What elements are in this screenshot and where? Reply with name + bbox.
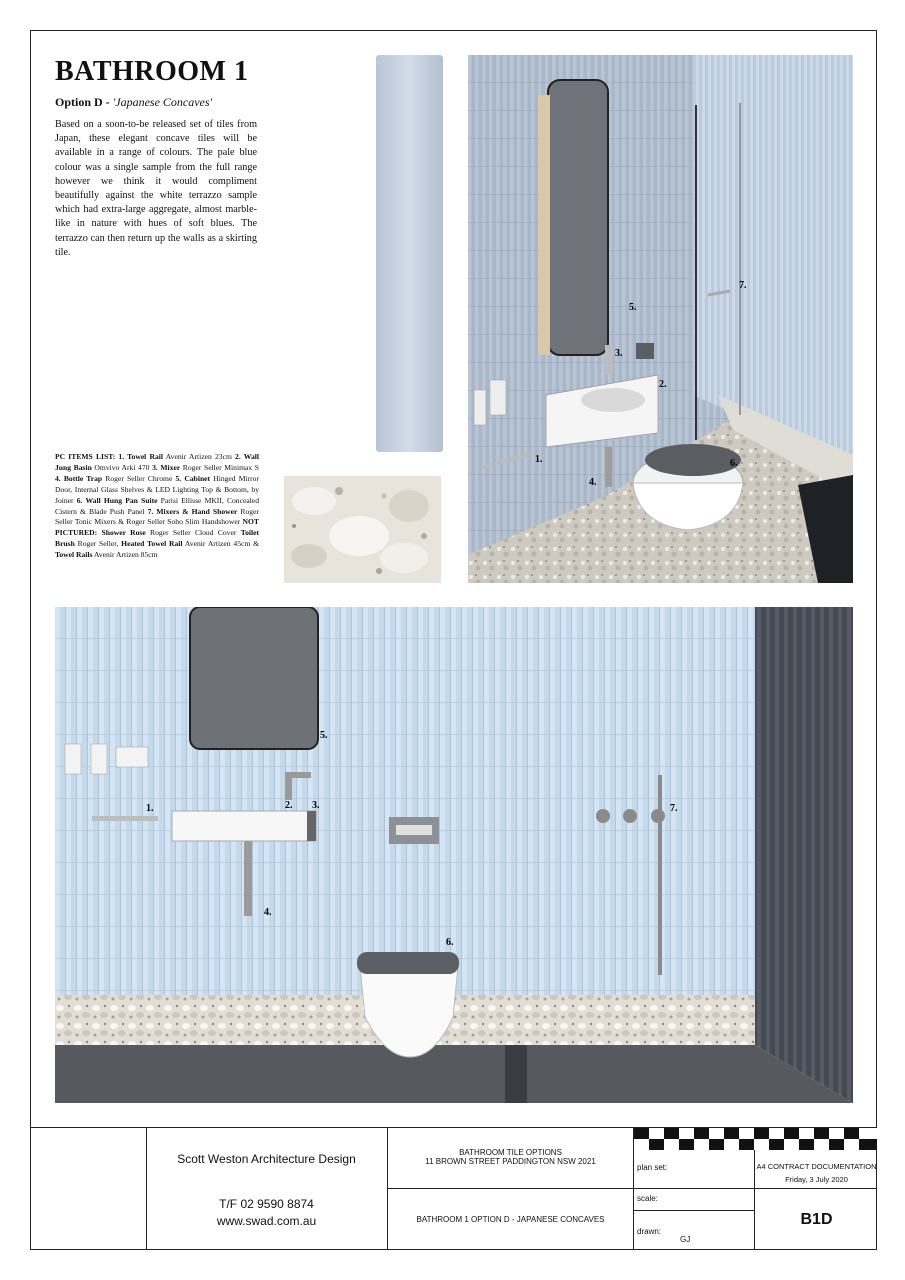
title-block-divider [754, 1150, 755, 1250]
project-title: BATHROOM TILE OPTIONS [459, 1148, 562, 1157]
description-text: Based on a soon-to-be released set of tiles from Japan, these elegant concave tiles will be available in a range of colours. The pale blue colour was a single sample from the full range however we think it would compliment beautifully against the white terrazzo sample which had extra-large aggregate, almost marble-like in nature with hues of soft blues. The terrazzo can then return up the walls as a skirting tile. [55, 119, 257, 258]
firm-name: Scott Weston Architecture Design [177, 1152, 356, 1166]
pc-item-text: Avenir Artizen 45cm & [182, 539, 259, 549]
title-block-divider [146, 1127, 147, 1250]
pc-item-bold: Heated Towel Rail [121, 539, 183, 549]
pc-item-text: Roger Seller Cloud Cover [145, 528, 241, 538]
pc-item-text: Avenir Artizen 23cm [162, 452, 236, 461]
callout-1: 1. [146, 803, 154, 814]
callout-4: 4. [264, 907, 272, 918]
pc-item-bold: NOT PICTURED: Shower Rose [55, 517, 259, 538]
pc-item-bold: 5. Cabinet [175, 473, 211, 483]
callout-5: 5. [320, 730, 328, 741]
project-address: 11 BROWN STREET PADDINGTON NSW 2021 [425, 1157, 596, 1166]
pc-item-text: Roger Seller Chrome [102, 473, 176, 483]
callout-5: 5. [629, 302, 637, 313]
pc-item-text: Omvivo Arki 470 [91, 462, 153, 472]
callout-7: 7. [670, 803, 678, 814]
pc-item-bold: Toilet Brush [55, 528, 259, 549]
page-title: BATHROOM 1 [55, 56, 249, 87]
pc-item-bold: PC ITEMS LIST: 1. Towel Rail [55, 452, 163, 461]
terrazzo-sample [284, 476, 441, 583]
plan-set-label: plan set: [637, 1163, 668, 1172]
bathroom-perspective-render [468, 55, 853, 583]
option-name: 'Japanese Concaves' [112, 95, 213, 109]
scale-label: scale: [637, 1194, 658, 1203]
option-subtitle [55, 95, 212, 110]
pc-item-bold: 2. Wall Jung Basin [55, 452, 259, 472]
pc-item-text: Avenir Artizen 85cm [92, 550, 158, 560]
plan-set-value: A4 CONTRACT DOCUMENTATION [756, 1162, 877, 1171]
drawn-label: drawn: [637, 1227, 662, 1236]
pc-item-text: Roger Seller Minimax S [180, 462, 259, 472]
pc-item-bold: 3. Mixer [152, 462, 181, 472]
drawn-value: GJ [680, 1235, 691, 1244]
callout-3: 3. [615, 348, 623, 359]
pc-items-list [55, 452, 259, 561]
option-label: Option D - [55, 95, 113, 109]
pc-item-bold: 7. Mixers & Hand Shower [147, 506, 238, 516]
title-block-rule [387, 1188, 877, 1189]
sheet-title: BATHROOM 1 OPTION D - JAPANESE CONCAVES [416, 1215, 605, 1224]
sheet-number: B1D [800, 1211, 833, 1228]
callout-2: 2. [285, 800, 293, 811]
blue-tile-sample [376, 55, 443, 452]
callout-4: 4. [589, 477, 597, 488]
callout-3: 3. [312, 800, 320, 811]
firm-website: www.swad.com.au [216, 1214, 317, 1228]
pc-item-text: Roger Seller Tonic Mixers & Roger Seller Soho Slim Handshower [55, 506, 259, 527]
firm-phone: T/F 02 9590 8874 [219, 1197, 314, 1211]
pc-item-bold: 4. Bottle Trap [55, 473, 103, 483]
pc-item-bold: Towel Rails [55, 550, 93, 560]
pc-item-text: Hinged Mirror Door, Internal Glass Shelves & LED Lighting Top & Bottom, by Joiner [55, 473, 259, 505]
callout-1: 1. [535, 454, 543, 465]
title-block-rule [633, 1210, 754, 1211]
sheet-date: Friday, 3 July 2020 [785, 1175, 848, 1184]
callout-6: 6. [446, 937, 454, 948]
callout-2: 2. [659, 379, 667, 390]
pc-item-bold: 6. Wall Hung Pan Suite [76, 495, 158, 505]
bathroom-elevation-render [55, 607, 853, 1103]
callout-7: 7. [739, 280, 747, 291]
pc-item-text: Parisi Ellisse MKII, Concealed Cistern & Blade Push Panel [55, 495, 259, 516]
scale-bar [634, 1128, 877, 1150]
callout-6: 6. [730, 458, 738, 469]
pc-item-text: Roger Seller, [74, 539, 122, 549]
